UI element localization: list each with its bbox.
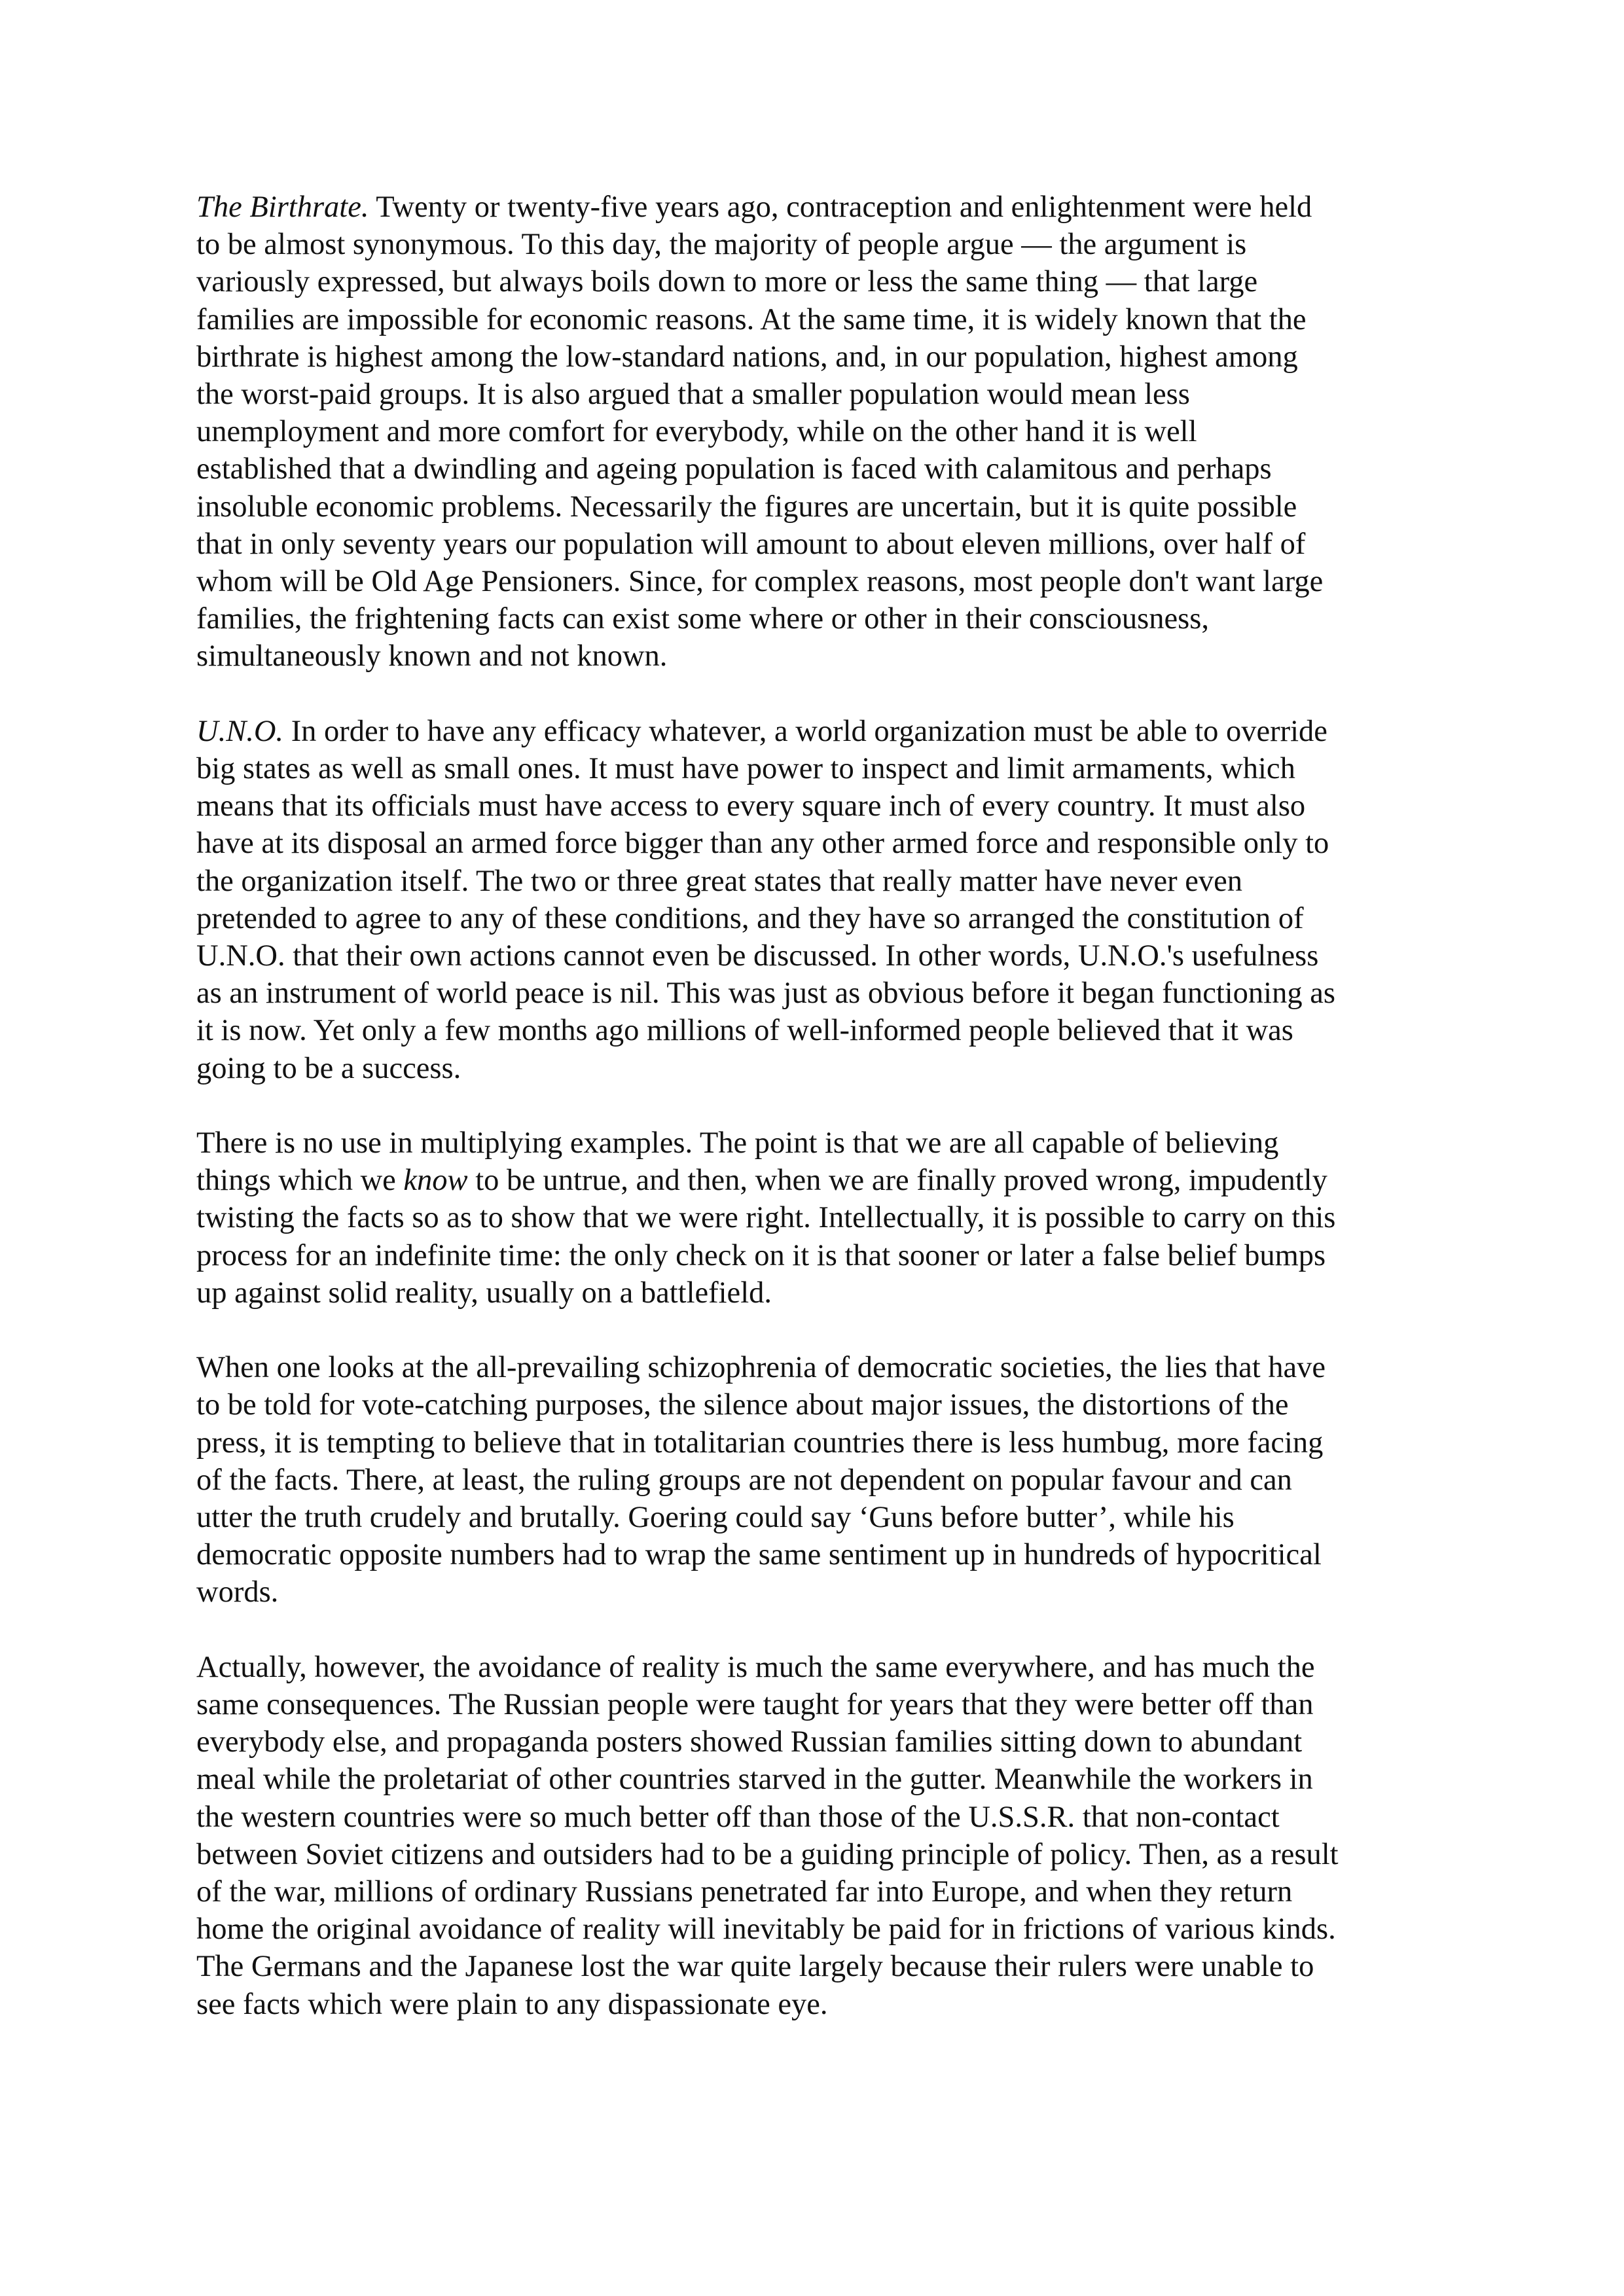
- body-text: press, it is tempting to believe that in totalitarian countries there is less humbug, more facing: [196, 1426, 1324, 1460]
- text-line: [196, 1349, 1440, 1386]
- body-text: meal while the proletariat of other countries starved in the gutter. Meanwhile the workers in: [196, 1763, 1313, 1797]
- body-text: things which we: [196, 1164, 404, 1198]
- document-page: [196, 188, 1440, 2023]
- text-line: [196, 1012, 1440, 1049]
- body-text: that in only seventy years our population will amount to about eleven millions, over half of: [196, 527, 1306, 561]
- body-text: In order to have any efficacy whatever, a world organization must be able to override: [283, 714, 1327, 748]
- body-text: to be untrue, and then, when we are finally proved wrong, impudently: [467, 1164, 1327, 1198]
- body-text: families, the frightening facts can exist some where or other in their consciousness,: [196, 602, 1209, 636]
- body-text: pretended to agree to any of these conditions, and they have so arranged the constitution of: [196, 901, 1304, 935]
- text-line: [196, 413, 1440, 450]
- text-line: [196, 376, 1440, 413]
- text-line: [196, 1386, 1440, 1424]
- body-text: the worst-paid groups. It is also argued that a smaller population would mean less: [196, 378, 1190, 412]
- body-text: the western countries were so much better off than those of the U.S.S.R. that non-contact: [196, 1800, 1280, 1834]
- body-text: process for an indefinite time: the only check on it is that sooner or later a false belief bumps: [196, 1238, 1326, 1272]
- body-text: U.N.O. that their own actions cannot even be discussed. In other words, U.N.O.'s usefulness: [196, 939, 1319, 973]
- text-line: [196, 1199, 1440, 1236]
- body-text: established that a dwindling and ageing population is faced with calamitous and perhaps: [196, 452, 1272, 486]
- text-line: [196, 226, 1440, 263]
- body-text: of the facts. There, at least, the ruling groups are not dependent on popular favour and can: [196, 1463, 1292, 1497]
- body-text: democratic opposite numbers had to wrap the same sentiment up in hundreds of hypocritical: [196, 1538, 1322, 1572]
- text-line: [196, 1162, 1440, 1199]
- text-line: [196, 1274, 1440, 1312]
- text-line: [196, 750, 1440, 787]
- body-text: everybody else, and propaganda posters showed Russian families sitting down to abundant: [196, 1725, 1303, 1759]
- body-text: unemployment and more comfort for everybody, while on the other hand it is well: [196, 415, 1197, 449]
- body-text: When one looks at the all-prevailing schizophrenia of democratic societies, the lies that have: [196, 1351, 1326, 1385]
- text-line: [196, 488, 1440, 526]
- body-text: The Germans and the Japanese lost the war quite largely because their rulers were unable to: [196, 1950, 1314, 1984]
- body-text: to be almost synonymous. To this day, the majority of people argue — the argument is: [196, 228, 1247, 262]
- text-line: [196, 1910, 1440, 1948]
- text-line: [196, 1462, 1440, 1499]
- paragraph: [196, 713, 1440, 1087]
- body-text: Twenty or twenty-five years ago, contraception and enlightenment were held: [369, 190, 1312, 224]
- text-line: [196, 188, 1440, 226]
- text-line: [196, 1573, 1440, 1611]
- text-line: [196, 263, 1440, 300]
- body-text: see facts which were plain to any dispassionate eye.: [196, 1987, 828, 2021]
- italic-text: U.N.O.: [196, 714, 284, 748]
- body-text: same consequences. The Russian people were taught for years that they were better off than: [196, 1688, 1314, 1722]
- paragraph: [196, 188, 1440, 675]
- body-text: big states as well as small ones. It must have power to inspect and limit armaments, which: [196, 752, 1295, 786]
- text-line: [196, 637, 1440, 675]
- document-body: [196, 188, 1440, 2023]
- body-text: twisting the facts so as to show that we were right. Intellectually, it is possible to carry on this: [196, 1201, 1336, 1235]
- body-text: up against solid reality, usually on a battlefield.: [196, 1276, 772, 1310]
- text-line: [196, 1050, 1440, 1087]
- body-text: the organization itself. The two or three great states that really matter have never even: [196, 864, 1243, 898]
- body-text: utter the truth crudely and brutally. Goering could say ‘Guns before butter’, while his: [196, 1501, 1235, 1535]
- body-text: between Soviet citizens and outsiders had to be a guiding principle of policy. Then, as a result: [196, 1837, 1339, 1871]
- text-line: [196, 787, 1440, 825]
- text-line: [196, 1649, 1440, 1686]
- body-text: home the original avoidance of reality will inevitably be paid for in frictions of various kinds.: [196, 1912, 1336, 1946]
- body-text: have at its disposal an armed force bigger than any other armed force and responsible only to: [196, 827, 1329, 861]
- body-text: Actually, however, the avoidance of reality is much the same everywhere, and has much the: [196, 1650, 1315, 1684]
- text-line: [196, 526, 1440, 563]
- body-text: families are impossible for economic reasons. At the same time, it is widely known that the: [196, 302, 1307, 336]
- body-text: whom will be Old Age Pensioners. Since, for complex reasons, most people don't want large: [196, 565, 1324, 599]
- text-line: [196, 900, 1440, 937]
- body-text: There is no use in multiplying examples. The point is that we are all capable of believing: [196, 1126, 1279, 1160]
- body-text: means that its officials must have access to every square inch of every country. It must also: [196, 789, 1306, 823]
- body-text: variously expressed, but always boils down to more or less the same thing — that large: [196, 265, 1258, 299]
- text-line: [196, 713, 1440, 750]
- text-line: [196, 863, 1440, 900]
- text-line: [196, 301, 1440, 338]
- text-line: [196, 1948, 1440, 1985]
- italic-text: know: [403, 1164, 468, 1198]
- text-line: [196, 600, 1440, 637]
- body-text: insoluble economic problems. Necessarily the figures are uncertain, but it is quite possible: [196, 490, 1297, 524]
- text-line: [196, 937, 1440, 975]
- text-line: [196, 1873, 1440, 1910]
- text-line: [196, 1986, 1440, 2023]
- text-line: [196, 1124, 1440, 1162]
- text-line: [196, 1237, 1440, 1274]
- body-text: words.: [196, 1575, 279, 1609]
- body-text: going to be a success.: [196, 1051, 461, 1085]
- paragraph: [196, 1349, 1440, 1611]
- text-line: [196, 1723, 1440, 1761]
- body-text: it is now. Yet only a few months ago millions of well-informed people believed that it was: [196, 1014, 1293, 1048]
- body-text: birthrate is highest among the low-standard nations, and, in our population, highest among: [196, 340, 1298, 374]
- text-line: [196, 1799, 1440, 1836]
- text-line: [196, 1424, 1440, 1462]
- body-text: as an instrument of world peace is nil. This was just as obvious before it began functioning as: [196, 977, 1335, 1011]
- text-line: [196, 1536, 1440, 1573]
- text-line: [196, 1499, 1440, 1536]
- text-line: [196, 338, 1440, 376]
- text-line: [196, 975, 1440, 1012]
- text-line: [196, 563, 1440, 600]
- text-line: [196, 825, 1440, 862]
- body-text: simultaneously known and not known.: [196, 639, 668, 673]
- text-line: [196, 450, 1440, 488]
- italic-text: The Birthrate.: [196, 190, 369, 224]
- body-text: of the war, millions of ordinary Russians penetrated far into Europe, and when they return: [196, 1875, 1293, 1909]
- text-line: [196, 1836, 1440, 1873]
- text-line: [196, 1686, 1440, 1723]
- body-text: to be told for vote-catching purposes, the silence about major issues, the distortions of the: [196, 1388, 1289, 1422]
- paragraph: [196, 1124, 1440, 1312]
- text-line: [196, 1761, 1440, 1798]
- paragraph: [196, 1649, 1440, 2023]
